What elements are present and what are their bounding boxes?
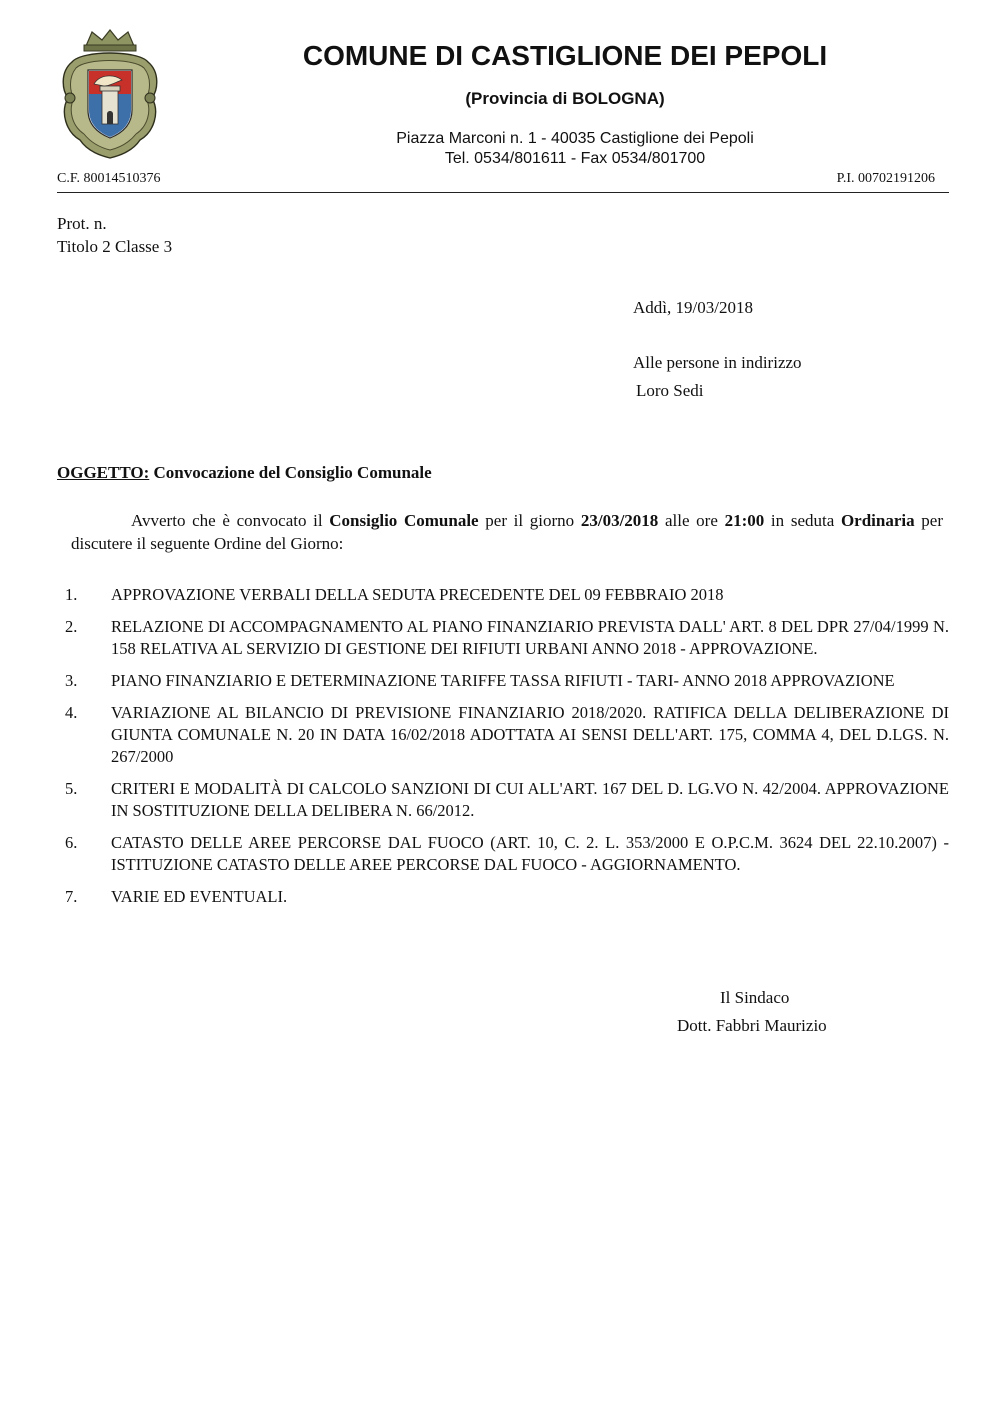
municipal-crest-icon — [58, 28, 162, 160]
agenda-item-number: 3. — [65, 671, 78, 690]
agenda-item — [57, 886, 949, 908]
agenda-item-number: 6. — [65, 833, 78, 852]
recipient-line: Alle persone in indirizzo — [633, 353, 802, 372]
agenda-item-text: VARIE ED EVENTUALI. — [111, 887, 288, 906]
agenda-item — [57, 778, 949, 822]
agenda-item-text: VARIAZIONE AL BILANCIO DI PREVISIONE FINANZIARIO 2018/2020. RATIFICA DELLA DELIBERAZIONE DI GIUNTA COMUNALE N. 20 IN DATA 16/02/2018 ADOTTATA AI SENSI DELL'ART. 175, COMMA 4, DEL D.LGS. N. 267/2000 — [111, 703, 949, 766]
subject-text: Convocazione del Consiglio Comunale — [149, 463, 432, 482]
agenda-item-text: APPROVAZIONE VERBALI DELLA SEDUTA PRECEDENTE DEL 09 FEBBRAIO 2018 — [111, 585, 724, 604]
address-line: Piazza Marconi n. 1 - 40035 Castiglione dei Pepoli — [396, 130, 754, 147]
contact-line: Tel. 0534/801611 - Fax 0534/801700 — [444, 150, 706, 167]
signatory-role: Il Sindaco — [720, 988, 790, 1007]
agenda-item — [57, 832, 949, 876]
agenda-item — [57, 616, 949, 660]
agenda-item — [57, 702, 949, 768]
intro-paragraph — [71, 510, 943, 555]
subject-line — [57, 463, 432, 483]
province-line: (Provincia di BOLOGNA) — [465, 89, 665, 108]
agenda-item-number: 7. — [65, 887, 78, 906]
intro-text: alle ore — [658, 511, 725, 530]
intro-text: in seduta — [764, 511, 841, 530]
intro-bold: Consiglio Comunale — [329, 511, 479, 530]
agenda-item-number: 2. — [65, 617, 78, 636]
fiscal-code: C.F. 80014510376 — [57, 171, 161, 186]
agenda-item-number: 5. — [65, 779, 78, 798]
subject-label: OGGETTO: — [57, 463, 150, 482]
intro-text: Avverto che è convocato il — [131, 511, 330, 530]
recipient-line: Loro Sedi — [636, 381, 704, 400]
agenda-item-text: RELAZIONE DI ACCOMPAGNAMENTO AL PIANO FINANZIARIO PREVISTA DALL' ART. 8 DEL DPR 27/04/1999 N. 158 RELATIVA AL SERVIZIO DI GESTIONE DEI RIFIUTI URBANI ANNO 2018 - APPROVAZIONE. — [111, 617, 949, 658]
meeting-date: 23/03/2018 — [580, 511, 659, 530]
municipality-title: COMUNE DI CASTIGLIONE DEI PEPOLI — [302, 40, 828, 71]
protocol-block — [57, 212, 172, 258]
address-block — [330, 129, 820, 169]
header-divider — [57, 192, 949, 193]
protocol-number: Prot. n. — [57, 214, 107, 233]
agenda-item — [57, 584, 949, 606]
agenda-item-text: CATASTO DELLE AREE PERCORSE DAL FUOCO (ART. 10, C. 2. L. 353/2000 E O.P.C.M. 3624 DEL 22.10.2007) - ISTITUZIONE CATASTO DELLE AREE PERCORSE DAL FUOCO - AGGIORNAMENTO. — [111, 833, 949, 874]
signatory-name: Dott. Fabbri Maurizio — [677, 1016, 827, 1035]
intro-text: per il giorno — [478, 511, 581, 530]
vat-number: P.I. 00702191206 — [836, 171, 935, 186]
meeting-time: 21:00 — [724, 511, 765, 530]
agenda-item-number: 1. — [65, 585, 78, 604]
protocol-classification: Titolo 2 Classe 3 — [57, 237, 173, 256]
agenda-list — [57, 584, 949, 918]
letter-date: Addì, 19/03/2018 — [633, 298, 753, 317]
agenda-item-text: PIANO FINANZIARIO E DETERMINAZIONE TARIFFE TASSA RIFIUTI - TARI- ANNO 2018 APPROVAZIONE — [111, 671, 895, 690]
agenda-item-number: 4. — [65, 703, 78, 722]
intro-text: per discutere il seguente Ordine del Giorno: — [71, 511, 943, 553]
agenda-item-text: CRITERI E MODALITÀ DI CALCOLO SANZIONI DI CUI ALL'ART. 167 DEL D. LG.VO N. 42/2004. APPROVAZIONE IN SOSTITUZIONE DELLA DELIBERA N. 66/2012. — [111, 779, 949, 820]
session-type: Ordinaria — [840, 511, 915, 530]
agenda-item — [57, 670, 949, 692]
